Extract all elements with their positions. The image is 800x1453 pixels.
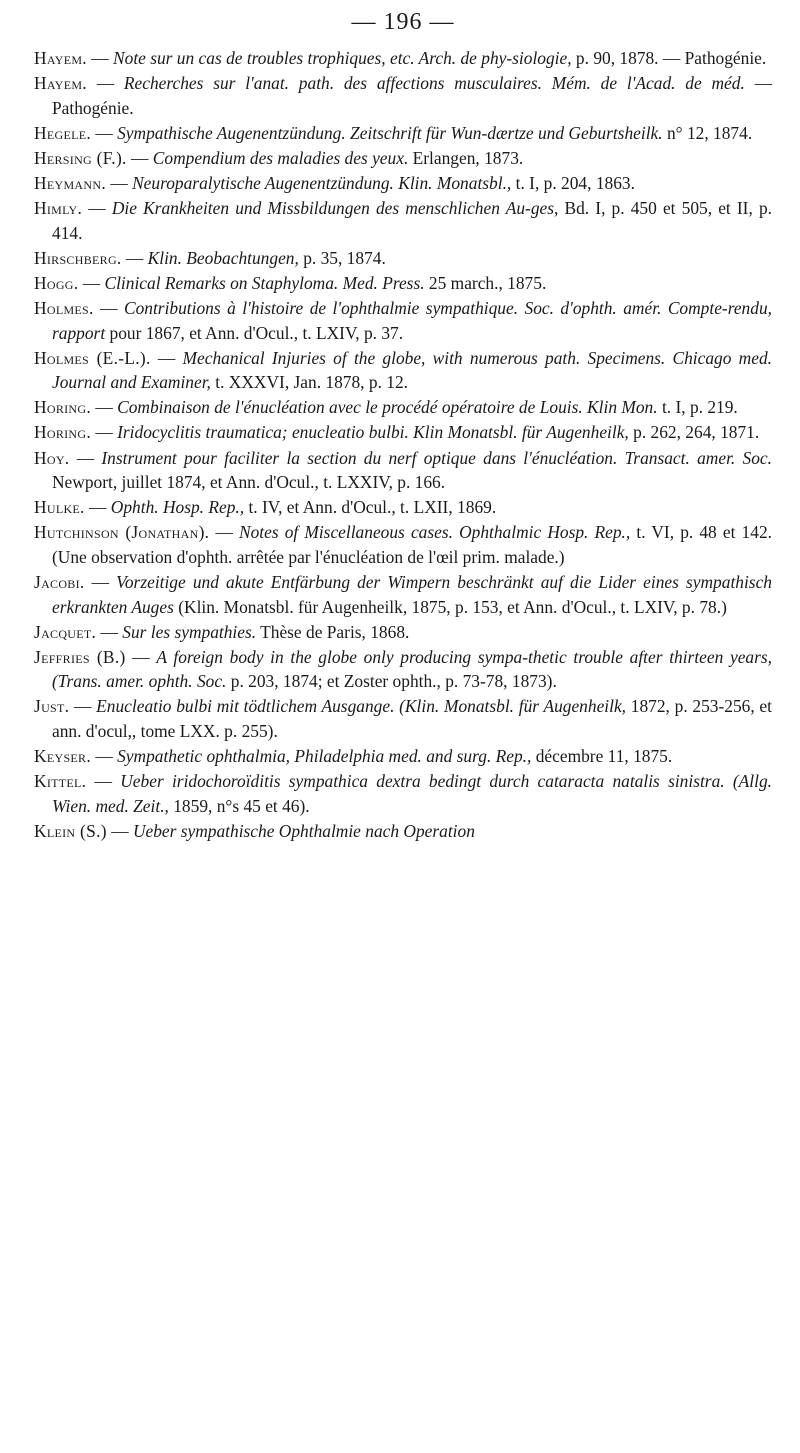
entry-title: Klin. Beobachtungen, xyxy=(147,247,299,268)
entry-title: Iridocyclitis traumatica; enucleatio bulbi. Klin Monatsbl. für Augenheilk, xyxy=(117,422,629,443)
entry-author: Hogg. xyxy=(34,272,79,293)
entry-separator: — xyxy=(93,297,124,318)
entry-details: Newport, juillet 1874, et Ann. d'Ocul., t. LXXIV, p. 166. xyxy=(52,472,446,493)
entry-details: (Klin. Monatsbl. für Augenheilk, 1875, p. 153, et Ann. d'Ocul., t. LXIV, p. 78.) xyxy=(173,596,727,617)
bibliography-entry xyxy=(34,121,772,146)
entry-author: Hirschberg. xyxy=(34,247,122,268)
entry-author: Just. xyxy=(34,696,70,717)
bibliography-entry xyxy=(34,520,772,569)
entry-details: décembre 11, 1875. xyxy=(531,746,673,767)
entry-separator: — xyxy=(150,347,183,368)
entry-author: Hoy. xyxy=(34,447,70,468)
entry-separator: — xyxy=(209,522,239,543)
entry-details: Bd. I, p. 450 et 505, et II, p. 414. xyxy=(52,198,773,243)
entry-separator: — xyxy=(125,646,157,667)
entry-separator: — xyxy=(86,48,114,68)
entry-title: Compendium des maladies des yeux. xyxy=(152,147,409,168)
bibliography-entry xyxy=(34,744,772,769)
entry-author: Holmes (E.-L.). xyxy=(34,347,151,368)
entry-separator: — xyxy=(69,447,102,468)
entry-details: p. 203, 1874; et Zoster ophth., p. 73-78, 1873). xyxy=(226,671,557,692)
entry-title: Instrument pour faciliter la section du nerf optique dans l'énucléation. Transact. amer. Soc. xyxy=(101,447,772,468)
entry-title: Notes of Miscellaneous cases. Ophthalmic Hosp. Rep., xyxy=(238,522,631,543)
bibliography-entry xyxy=(34,296,772,345)
bibliography-entry xyxy=(34,346,772,395)
entry-title: Mechanical Injuries of the globe, with numerous path. Specimens. Chicago med. Journal and Examiner, xyxy=(52,347,773,393)
entry-title: Die Krankheiten und Missbildungen des menschlichen Au-ges, xyxy=(111,198,559,219)
entry-author: Hersing (F.). xyxy=(34,147,127,168)
entry-details: t. VI, p. 48 et 142. (Une observation d'ophth. arrêtée par l'énucléation de l'œil prim. malade.) xyxy=(52,522,772,567)
entry-details: — Pathogénie. xyxy=(52,73,772,118)
entry-details: t. I, p. 219. xyxy=(657,397,738,418)
entry-separator: — xyxy=(91,422,118,443)
entry-separator: — xyxy=(86,771,121,792)
entry-separator: — xyxy=(84,497,111,518)
bibliography-entry xyxy=(34,769,772,818)
bibliography-entry xyxy=(34,271,772,296)
entry-author: Hulke. xyxy=(34,497,85,518)
entry-author: Klein (S.) xyxy=(34,820,107,841)
entry-author: Jeffries (B.) xyxy=(34,646,126,667)
entry-author: Horing. xyxy=(34,422,92,443)
entry-details: Thèse de Paris, 1868. xyxy=(256,621,410,642)
entry-details: 1859, n°s 45 et 46). xyxy=(168,795,310,816)
entry-details: p. 90, 1878. — Pathogénie. xyxy=(571,48,767,68)
entry-author: Kittel. xyxy=(34,771,87,792)
entry-title: Contributions à l'histoire de l'ophthalmie sympathique. Soc. d'ophth. amér. Compte-rendu, rapport xyxy=(52,297,772,343)
entry-separator: — xyxy=(91,397,118,418)
entry-author: Heymann. xyxy=(34,172,106,193)
bibliography-entry xyxy=(34,819,772,844)
entry-title: Recherches sur l'anat. path. des affections musculaires. Mém. de l'Acad. de méd. xyxy=(123,73,745,94)
entry-separator: — xyxy=(82,198,112,219)
entry-details: p. 262, 264, 1871. xyxy=(628,422,760,443)
entry-title: A foreign body in the globe only producing sympa-thetic trouble after thirteen years, (Trans. amer. ophth. Soc. xyxy=(52,646,772,692)
entry-details: 1872, p. 253-256, et ann. d'ocul,, tome LXX. p. 255). xyxy=(52,696,772,742)
entry-details: t. IV, et Ann. d'Ocul., t. LXII, 1869. xyxy=(244,497,497,518)
entry-author: Hegele. xyxy=(34,122,91,143)
entry-separator: — xyxy=(78,272,105,293)
entry-title: Sympathische Augenentzündung. Zeitschrift für Wun-dærtze und Geburtsheilk. xyxy=(117,122,663,143)
bibliography-entry xyxy=(34,71,772,120)
bibliography-entry xyxy=(34,395,772,420)
bibliography-entry xyxy=(34,446,772,495)
bibliography-entry xyxy=(34,420,772,445)
entry-author: Keyser. xyxy=(34,746,92,767)
entry-title: Enucleatio bulbi mit tödtlichem Ausgange. (Klin. Monatsbl. für Augenheilk, xyxy=(96,696,627,717)
entry-separator: — xyxy=(84,571,117,592)
bibliography-entry xyxy=(34,196,772,245)
bibliography-entry xyxy=(34,620,772,645)
entry-author: Jacquet. xyxy=(34,621,97,642)
entry-title: Combinaison de l'énucléation avec le procédé opératoire de Louis. Klin Mon. xyxy=(117,397,658,418)
bibliography-entry xyxy=(34,171,772,196)
entry-title: Ueber sympathische Ophthalmie nach Operation xyxy=(132,820,475,841)
entry-author: Hayem. xyxy=(34,73,87,94)
bibliography-entry xyxy=(34,495,772,520)
entry-separator: — xyxy=(96,621,123,642)
bibliography-entry xyxy=(34,146,772,171)
entry-details: t. XXXVI, Jan. 1878, p. 12. xyxy=(210,372,409,393)
entry-separator: — xyxy=(105,172,133,193)
entry-title: Sympathetic ophthalmia, Philadelphia med. and surg. Rep., xyxy=(117,746,532,767)
entry-author: Holmes. xyxy=(34,297,94,318)
entry-separator: — xyxy=(121,247,148,268)
page-number: — 196 — xyxy=(351,9,455,35)
entry-separator: — xyxy=(91,122,118,143)
entry-title: Sur les sympathies. xyxy=(122,621,257,642)
bibliography-list xyxy=(34,46,772,844)
entry-details: t. I, p. 204, 1863. xyxy=(511,172,635,193)
entry-separator: — xyxy=(106,820,133,841)
entry-author: Jacobi. xyxy=(34,571,85,592)
entry-author: Horing. xyxy=(34,397,92,418)
entry-title: Vorzeitige und akute Entfärbung der Wimpern beschränkt auf die Lider eines sympathisch erkrankten Auges xyxy=(52,571,772,617)
entry-separator: — xyxy=(126,147,153,168)
entry-title: Neuroparalytische Augenentzündung. Klin. Monatsbl., xyxy=(132,172,512,193)
entry-title: Note sur un cas de troubles trophiques, etc. Arch. de phy-siologie, xyxy=(113,48,572,68)
bibliography-entry xyxy=(34,246,772,271)
entry-separator: — xyxy=(86,73,124,94)
entry-author: Hutchinson (Jonathan). xyxy=(34,522,210,543)
entry-details: p. 35, 1874. xyxy=(298,247,386,268)
entry-details: 25 march., 1875. xyxy=(424,272,547,293)
entry-details: Erlangen, 1873. xyxy=(408,147,524,168)
entry-details: pour 1867, et Ann. d'Ocul., t. LXIV, p. 37. xyxy=(105,322,404,343)
entry-title: Ophth. Hosp. Rep., xyxy=(110,497,245,518)
entry-details: n° 12, 1874. xyxy=(662,122,753,143)
entry-title: Ueber iridochoroïditis sympathica dextra bedingt durch cataracta natalis sinistra. (Allg. Wien. med. Zeit., xyxy=(52,771,772,816)
bibliography-entry xyxy=(34,570,772,619)
bibliography-entry xyxy=(34,694,772,743)
entry-title: Clinical Remarks on Staphyloma. Med. Press. xyxy=(104,272,425,293)
bibliography-entry xyxy=(34,46,772,71)
entry-author: Himly. xyxy=(34,198,83,219)
entry-separator: — xyxy=(69,696,97,717)
bibliography-entry xyxy=(34,645,772,694)
entry-separator: — xyxy=(91,746,118,767)
entry-author: Hayem. xyxy=(34,48,87,68)
